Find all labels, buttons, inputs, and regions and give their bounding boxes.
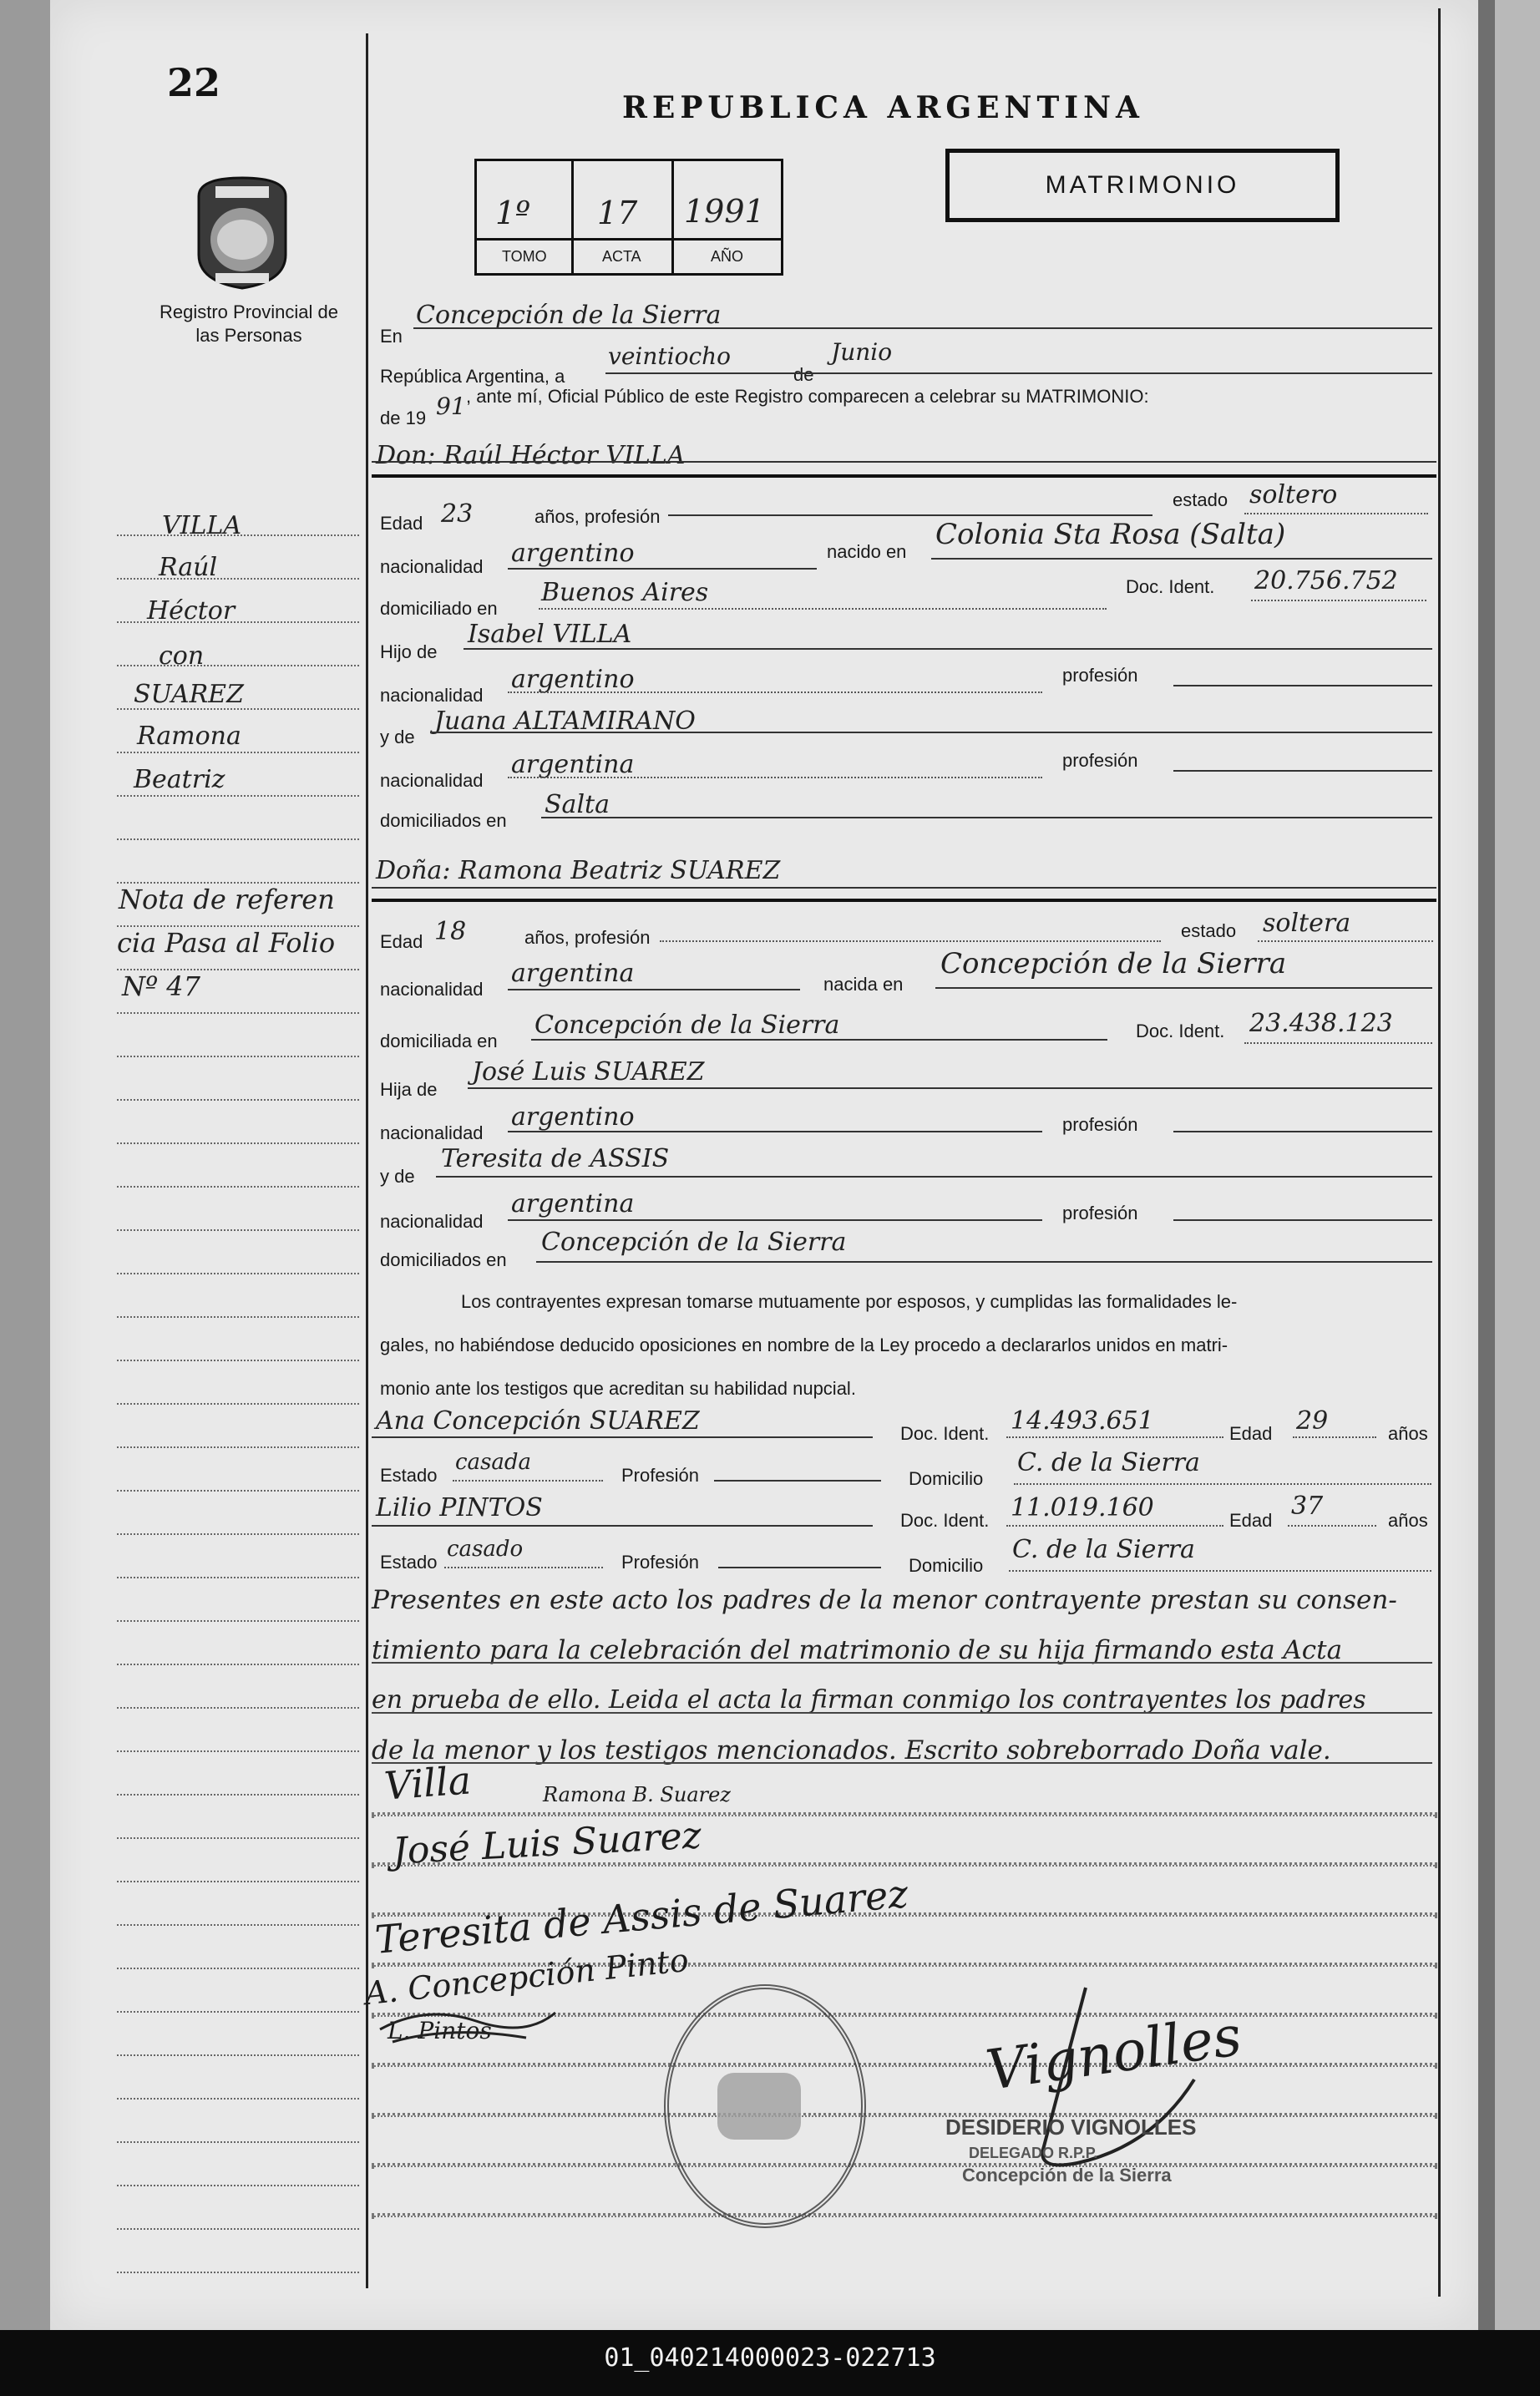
- margin-name: SUAREZ: [134, 680, 244, 709]
- signature-witness-1: A. Concepción Pinto: [362, 1941, 691, 2013]
- bride-section-rule: [372, 899, 1436, 902]
- groom-born: Colonia Sta Rosa (Salta): [935, 518, 1286, 551]
- witness-1-name: Ana Concepción SUAREZ: [376, 1406, 700, 1436]
- note-line: Presentes en este acto los padres de la menor contrayente prestan su consen-: [372, 1585, 1397, 1615]
- witness-2-doc-label: Doc. Ident.: [900, 1510, 990, 1531]
- bride-estado-label: estado: [1181, 920, 1237, 941]
- margin-name: Héctor: [147, 596, 236, 626]
- margin-rule-line: [117, 1012, 359, 1014]
- margin-rule-line: [117, 1360, 359, 1361]
- acta-value: 17: [597, 195, 638, 231]
- margin-rule-line: [117, 1881, 359, 1882]
- witness-2-edad-label: Edad: [1229, 1510, 1273, 1531]
- signature-bride-mother: Teresita de Assis de Suarez: [372, 1871, 910, 1963]
- groom-parents-domicile: Salta: [545, 790, 610, 819]
- margin-rule-line: [117, 1186, 359, 1188]
- witness-2-name: Lilio PINTOS: [376, 1493, 543, 1522]
- margin-rule-line: [117, 1837, 359, 1839]
- margin-rule-line: [117, 2272, 359, 2273]
- witness-1-prof-label: Profesión: [621, 1465, 699, 1486]
- note-line: en prueba de ello. Leida el acta la firman conmigo los contrayentes los padres: [372, 1685, 1366, 1715]
- record-reference-box: [474, 159, 783, 276]
- registry-seal: [664, 1984, 866, 2228]
- note-line: de la menor y los testigos mencionados. Escrito sobreborrado Doña vale.: [372, 1735, 1331, 1765]
- margin-rule-line: [117, 1446, 359, 1448]
- page-edge-light: [1495, 0, 1540, 2330]
- groom-parents-dom-label: domiciliados en: [380, 810, 507, 831]
- bride-parent2-nat: argentina: [511, 1189, 635, 1218]
- registry-name: Registro Provincial de las Personas: [160, 301, 338, 346]
- document-page: [50, 0, 1478, 2330]
- witness-2-dom-label: Domicilio: [909, 1555, 984, 1576]
- witness-1-estado: casada: [455, 1450, 532, 1475]
- official-name: DESIDERIO VIGNOLLES: [945, 2115, 1197, 2140]
- bride-name: Doña: Ramona Beatriz SUAREZ: [376, 856, 781, 885]
- margin-rule-line: [117, 2185, 359, 2186]
- bride-p2-nat-label: nacionalidad: [380, 1211, 484, 1232]
- bride-age: 18: [434, 917, 467, 946]
- margin-rule-line: [117, 1577, 359, 1578]
- margin-note-line: Nº 47: [122, 970, 200, 1002]
- bride-born: Concepción de la Sierra: [940, 947, 1287, 980]
- groom-nationality: argentino: [511, 539, 635, 568]
- witness-1-domicilio: C. de la Sierra: [1017, 1448, 1200, 1477]
- witness-1-doc: 14.493.651: [1011, 1406, 1154, 1436]
- groom-yde-label: y de: [380, 727, 415, 747]
- margin-rule-line: [117, 1968, 359, 1969]
- margin-rule-line: [117, 1794, 359, 1796]
- margin-rule-line: [117, 1229, 359, 1231]
- bride-p1-nat-label: nacionalidad: [380, 1122, 484, 1143]
- bride-nat-label: nacionalidad: [380, 979, 484, 1000]
- margin-rule-line: [117, 752, 359, 753]
- bride-parent2: Teresita de ASSIS: [441, 1144, 670, 1173]
- witness-1-doc-label: Doc. Ident.: [900, 1423, 990, 1444]
- margin-rule-line: [117, 1403, 359, 1405]
- bride-edad-label: Edad: [380, 931, 423, 952]
- margin-name: Ramona: [137, 722, 241, 751]
- witness-2-age: 37: [1291, 1492, 1324, 1521]
- signature-bride: Ramona B. Suarez: [543, 1783, 731, 1806]
- margin-rule-line: [117, 534, 359, 536]
- month-value: Junio: [831, 338, 893, 366]
- bride-domicile: Concepción de la Sierra: [534, 1011, 840, 1040]
- witness-1-age: 29: [1296, 1406, 1329, 1436]
- doc-type: MATRIMONIO: [1045, 171, 1240, 199]
- signature-flourish-icon: [376, 1996, 560, 2054]
- witness-1-edad-label: Edad: [1229, 1423, 1273, 1444]
- margin-rule-line: [117, 1620, 359, 1622]
- intro-text: , ante mí, Oficial Público de este Registro comparecen a celebrar su MATRIMONIO:: [466, 386, 1149, 407]
- groom-section-rule: [372, 474, 1436, 478]
- groom-doc-label: Doc. Ident.: [1126, 576, 1215, 597]
- binding-edge: [0, 0, 50, 2330]
- witness-1-anos-label: años: [1388, 1423, 1428, 1444]
- groom-parent1-nat: argentino: [511, 665, 635, 694]
- witness-2-prof-label: Profesión: [621, 1552, 699, 1573]
- margin-rule-line: [117, 1316, 359, 1318]
- bride-p2-prof-label: profesión: [1062, 1203, 1138, 1223]
- tomo-value: 1º: [495, 195, 531, 231]
- bride-dom-label: domiciliada en: [380, 1031, 498, 1051]
- margin-rule-line: [117, 882, 359, 884]
- margin-name: Beatriz: [134, 765, 225, 794]
- margin-name: Raúl: [159, 553, 218, 582]
- margin-rule-line: [117, 1490, 359, 1492]
- witness-2-estado-label: Estado: [380, 1552, 438, 1573]
- year-suffix: 91: [436, 393, 466, 420]
- bride-p1-prof-label: profesión: [1062, 1114, 1138, 1135]
- acta-label: ACTA: [602, 248, 641, 265]
- groom-hijo-label: Hijo de: [380, 641, 438, 662]
- groom-doc: 20.756.752: [1254, 566, 1398, 595]
- groom-p2-nat-label: nacionalidad: [380, 770, 484, 791]
- margin-rule-line: [117, 1750, 359, 1752]
- bride-doc: 23.438.123: [1249, 1009, 1393, 1038]
- signature-groom: Villa: [382, 1757, 473, 1809]
- groom-edad-label: Edad: [380, 513, 423, 534]
- province-coat-of-arms-icon: [190, 171, 294, 292]
- signature-bride-father: José Luis Suarez: [391, 1814, 702, 1873]
- witness-2-anos-label: años: [1388, 1510, 1428, 1531]
- scan-identifier: 01_040214000023-022713: [604, 2343, 936, 2373]
- margin-rule-line: [117, 2098, 359, 2100]
- bride-born-label: nacida en: [823, 974, 904, 995]
- margin-rule-line: [117, 969, 359, 970]
- declaration-line: monio ante los testigos que acreditan su habilidad nupcial.: [380, 1378, 856, 1399]
- margin-rule-line: [117, 1056, 359, 1057]
- bride-doc-label: Doc. Ident.: [1136, 1021, 1225, 1041]
- groom-nat-label: nacionalidad: [380, 556, 484, 577]
- margin-rule-line: [117, 708, 359, 710]
- groom-p1-prof-label: profesión: [1062, 665, 1138, 686]
- witness-2-domicilio: C. de la Sierra: [1012, 1535, 1195, 1564]
- margin-rule-line: [117, 1664, 359, 1665]
- bride-nationality: argentina: [511, 959, 635, 988]
- margin-rule-line: [117, 1707, 359, 1709]
- margin-rule-line: [117, 621, 359, 623]
- margin-rule-line: [117, 2011, 359, 2013]
- groom-estado-label: estado: [1173, 489, 1228, 510]
- bride-hija-label: Hija de: [380, 1079, 438, 1100]
- year-prefix: de 19: [380, 408, 427, 428]
- tomo-label: TOMO: [502, 248, 547, 265]
- margin-rule-line: [117, 925, 359, 927]
- groom-p1-nat-label: nacionalidad: [380, 685, 484, 706]
- witness-1-estado-label: Estado: [380, 1465, 438, 1486]
- left-margin-rule: [366, 33, 368, 2288]
- note-line: timiento para la celebración del matrimonio de su hija firmando esta Acta: [372, 1635, 1343, 1665]
- groom-age: 23: [441, 499, 474, 529]
- groom-dom-label: domiciliado en: [380, 598, 498, 619]
- margin-rule-line: [117, 838, 359, 840]
- groom-domicile: Buenos Aires: [541, 578, 709, 607]
- place-value: Concepción de la Sierra: [416, 301, 722, 330]
- bride-profesion-label: años, profesión: [524, 927, 651, 948]
- bride-parents-dom-label: domiciliados en: [380, 1249, 507, 1270]
- bride-parents-domicile: Concepción de la Sierra: [541, 1228, 847, 1257]
- bride-yde-label: y de: [380, 1166, 415, 1187]
- groom-estado: soltero: [1249, 480, 1338, 509]
- margin-rule-line: [117, 1099, 359, 1101]
- margin-rule-line: [117, 665, 359, 666]
- witness-1-dom-label: Domicilio: [909, 1468, 984, 1489]
- official-place: Concepción de la Sierra: [962, 2165, 1172, 2186]
- de-label: de: [793, 364, 814, 385]
- page-number: 22: [167, 60, 221, 105]
- anio-value: 1991: [684, 193, 765, 230]
- groom-parent2-nat: argentina: [511, 750, 635, 779]
- groom-p2-prof-label: profesión: [1062, 750, 1138, 771]
- margin-rule-line: [117, 1924, 359, 1926]
- declaration-line: gales, no habiéndose deducido oposiciones en nombre de la Ley procedo a declararlos unidos en matri-: [380, 1335, 1228, 1355]
- margin-rule-line: [117, 1273, 359, 1274]
- signature-witness-2: L. Pintos: [388, 2017, 492, 2044]
- republica-label: República Argentina, a: [380, 366, 565, 387]
- day-value: veintiocho: [608, 342, 732, 370]
- margin-rule-line: [117, 578, 359, 580]
- bride-parent1-nat: argentino: [511, 1102, 635, 1132]
- groom-born-label: nacido en: [827, 541, 907, 562]
- groom-parent1: Isabel VILLA: [468, 620, 632, 649]
- right-margin-rule: [1438, 8, 1441, 2297]
- groom-parent2: Juana ALTAMIRANO: [434, 707, 696, 736]
- official-role: DELEGADO R.P.P.: [969, 2145, 1098, 2161]
- margin-rule-line: [117, 1533, 359, 1535]
- margin-rule-line: [117, 795, 359, 797]
- margin-name: VILLA: [162, 511, 242, 540]
- bride-parent1: José Luis SUAREZ: [472, 1057, 705, 1087]
- witness-2-doc: 11.019.160: [1011, 1493, 1154, 1522]
- bride-estado: soltera: [1263, 909, 1351, 938]
- margin-rule-line: [117, 2054, 359, 2056]
- margin-note-line: Nota de referen: [119, 884, 335, 915]
- margin-rule-line: [117, 1142, 359, 1144]
- groom-profesion-label: años, profesión: [534, 506, 661, 527]
- declaration-line: Los contrayentes expresan tomarse mutuamente por esposos, y cumplidas las formalidades le-: [461, 1291, 1238, 1312]
- signature-official: Vignolles: [982, 2003, 1246, 2104]
- margin-rule-line: [117, 2228, 359, 2230]
- country-title: REPUBLICA ARGENTINA: [622, 90, 1144, 125]
- margin-rule-line: [117, 2141, 359, 2143]
- witness-2-estado: casado: [447, 1537, 524, 1562]
- doc-type-box: [945, 149, 1340, 222]
- anio-label: AÑO: [711, 248, 744, 265]
- groom-name: Don: Raúl Héctor VILLA: [376, 441, 686, 470]
- margin-note-line: cia Pasa al Folio: [117, 927, 336, 959]
- en-label: En: [380, 326, 403, 347]
- margin-name: con: [159, 641, 205, 671]
